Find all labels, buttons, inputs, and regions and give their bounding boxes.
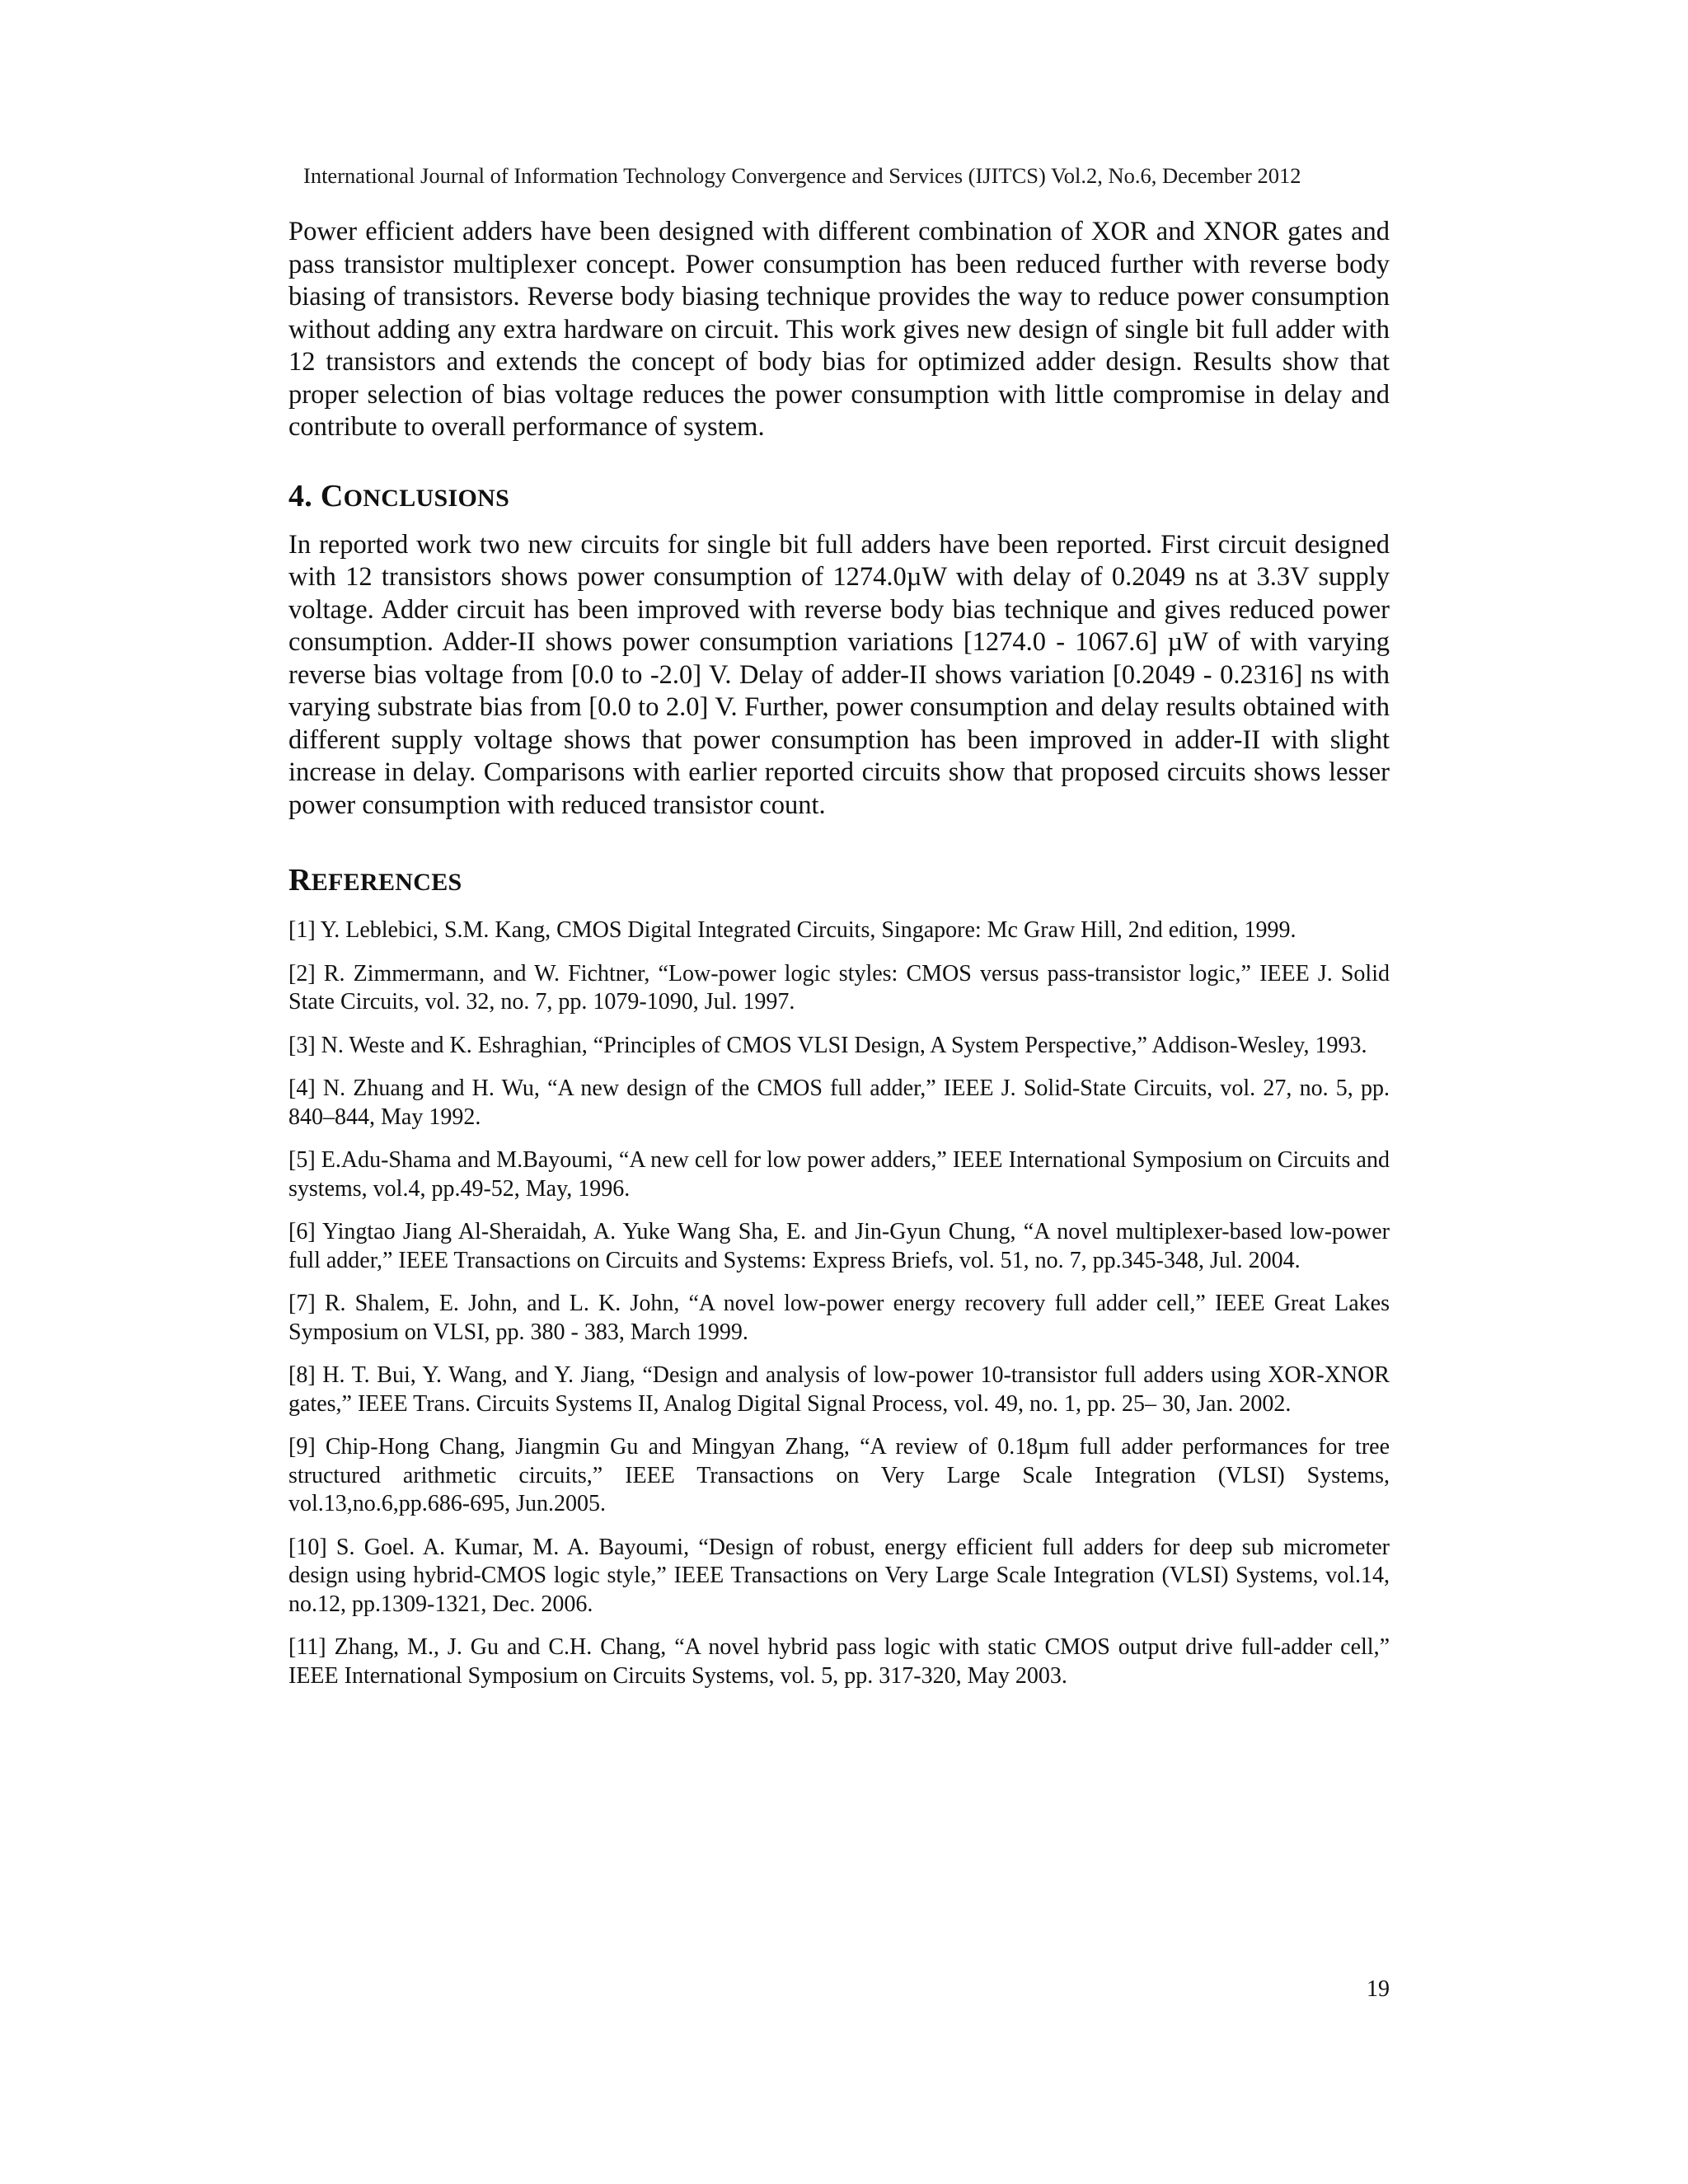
heading-initial: R [288,863,312,898]
reference-item: [2] R. Zimmermann, and W. Fichtner, “Low-power logic styles: CMOS versus pass-transistor logic,” IEEE J. Solid State Circuits, vol. 32, no. 7, pp. 1079-1090, Jul. 1997. [288,960,1390,1015]
reference-list [288,916,1390,1690]
reference-item: [4] N. Zhuang and H. Wu, “A new design of the CMOS full adder,” IEEE J. Solid-State Circuits, vol. 27, no. 5, pp. 840–844, May 1992. [288,1076,1390,1130]
section-number: 4. [288,478,313,513]
reference-item: [6] Yingtao Jiang Al-Sheraidah, A. Yuke Wang Sha, E. and Jin-Gyun Chung, “A novel multiplexer-based low-power full adder,” IEEE Transactions on Circuits and Systems: Express Briefs, vol. 51, no. 7, pp.345-348, Jul. 2004. [288,1219,1390,1273]
conclusions-heading [288,476,1390,519]
reference-item: [1] Y. Leblebici, S.M. Kang, CMOS Digital Integrated Circuits, Singapore: Mc Graw Hill, 2nd edition, 1999. [288,917,1296,943]
heading-initial: C [320,478,344,513]
reference-item: [11] Zhang, M., J. Gu and C.H. Chang, “A novel hybrid pass logic with static CMOS output drive full-adder cell,” IEEE International Symposium on Circuits Systems, vol. 5, pp. 317-320, May 2003. [288,1634,1390,1689]
page-number: 19 [1367,1976,1390,2002]
reference-item: [8] H. T. Bui, Y. Wang, and Y. Jiang, “Design and analysis of low-power 10-transistor full adders using XOR-XNOR gates,” IEEE Trans. Circuits Systems II, Analog Digital Signal Process, vol. 49, no. 1, pp. 25– 30, Jan. 2002. [288,1362,1390,1417]
conclusions-paragraph: In reported work two new circuits for single bit full adders have been reported. First circuit designed with 12 transistors shows power consumption of 1274.0µW with delay of 0.2049 ns at 3.3V supply voltage. Adder circuit has been improved with reverse body bias technique and gives reduced power consumption. Adder-II shows power consumption variations [1274.0 - 1067.6] µW of with varying reverse bias voltage from [0.0 to -2.0] V. Delay of adder-II shows variation [0.2049 - 0.2316] ns with varying substrate bias from [0.0 to 2.0] V. Further, power consumption and delay results obtained with different supply voltage shows that power consumption has been improved in adder-II with slight increase in delay. Comparisons with earlier reported circuits show that proposed circuits shows lesser power consumption with reduced transistor count. [288,529,1390,820]
heading-rest: ONCLUSIONS [343,484,510,512]
reference-item: [5] E.Adu-Shama and M.Bayoumi, “A new cell for low power adders,” IEEE International Symposium on Circuits and systems, vol.4, pp.49-52, May, 1996. [288,1147,1390,1202]
reference-item: [3] N. Weste and K. Eshraghian, “Principles of CMOS VLSI Design, A System Perspective,” Addison-Wesley, 1993. [288,1032,1367,1058]
running-header: International Journal of Information Technology Convergence and Services (IJITCS) Vol.2, No.6, December 2012 [303,163,1301,188]
intro-paragraph: Power efficient adders have been designed with different combination of XOR and XNOR gates and pass transistor multiplexer concept. Power consumption has been reduced further with reverse body biasing of transistors. Reverse body biasing technique provides the way to reduce power consumption without adding any extra hardware on circuit. This work gives new design of single bit full adder with 12 transistors and extends the concept of body bias for optimized adder design. Results show that proper selection of bias voltage reduces the power consumption with little compromise in delay and contribute to overall performance of system. [288,217,1390,442]
page-content [288,216,1390,1705]
reference-item: [7] R. Shalem, E. John, and L. K. John, “A novel low-power energy recovery full adder cell,” IEEE Great Lakes Symposium on VLSI, pp. 380 - 383, March 1999. [288,1291,1390,1345]
reference-item: [9] Chip-Hong Chang, Jiangmin Gu and Mingyan Zhang, “A review of 0.18µm full adder performances for tree structured arithmetic circuits,” IEEE Transactions on Very Large Scale Integration (VLSI) Systems, vol.13,no.6,pp.686-695, Jun.2005. [288,1434,1390,1516]
heading-rest: EFERENCES [311,869,462,896]
references-heading [288,860,1390,903]
reference-item: [10] S. Goel. A. Kumar, M. A. Bayoumi, “Design of robust, energy efficient full adders for deep sub micrometer design using hybrid-CMOS logic style,” IEEE Transactions on Very Large Scale Integration (VLSI) Systems, vol.14, no.12, pp.1309-1321, Dec. 2006. [288,1534,1390,1617]
